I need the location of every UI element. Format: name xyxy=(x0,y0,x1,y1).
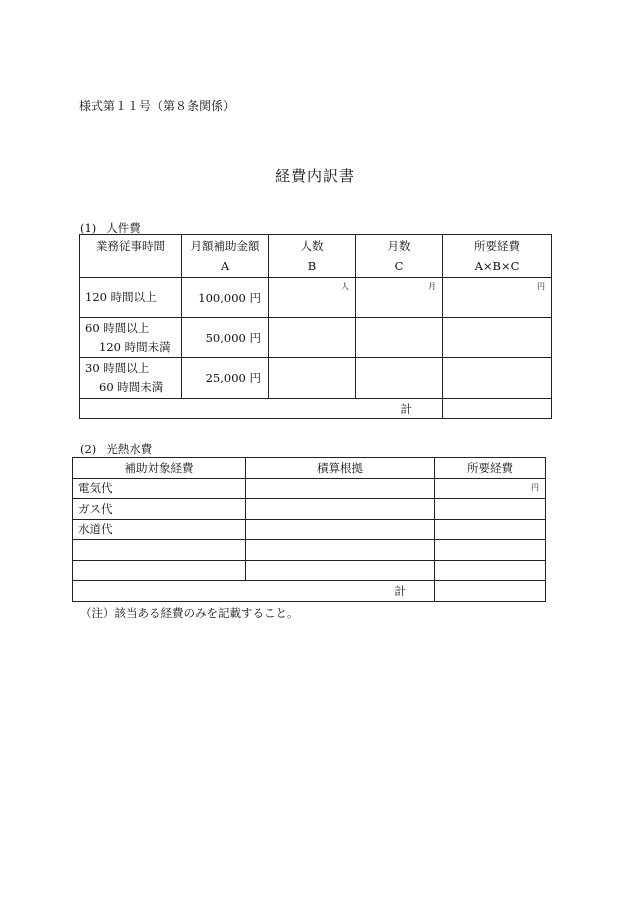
work-hours-line1: 60 時間以上 xyxy=(85,320,150,335)
header-label: 業務従事時間 xyxy=(96,239,165,253)
calculation-basis-cell[interactable] xyxy=(246,519,435,540)
header-sub: A xyxy=(220,259,230,273)
header-label: 月数 xyxy=(387,239,411,253)
table-row xyxy=(73,499,546,520)
headcount-cell[interactable]: 人 xyxy=(269,278,356,318)
section-number: (2) xyxy=(80,442,97,456)
header-months xyxy=(356,235,443,278)
headcount-cell[interactable] xyxy=(269,318,356,358)
expense-item-cell[interactable]: ガス代 xyxy=(73,499,246,520)
header-eligible-expense: 補助対象経費 xyxy=(73,458,246,479)
calculation-basis-cell[interactable] xyxy=(246,560,435,581)
table-row xyxy=(73,519,546,540)
total-cost-cell[interactable] xyxy=(435,581,546,602)
header-required-cost xyxy=(443,235,552,278)
monthly-amount-cell: 100,000 円 xyxy=(182,278,269,318)
required-cost-cell[interactable] xyxy=(443,318,552,358)
work-hours-cell xyxy=(80,358,182,399)
header-calculation-basis: 積算根拠 xyxy=(246,458,435,479)
expense-item-cell[interactable]: 電気代 xyxy=(73,478,246,499)
header-sub: C xyxy=(394,259,404,273)
table-header-row xyxy=(80,235,552,278)
header-label: 月額補助金額 xyxy=(190,239,260,253)
work-hours-cell xyxy=(80,278,182,318)
calculation-basis-cell[interactable] xyxy=(246,540,435,561)
expense-item-cell[interactable] xyxy=(73,560,246,581)
work-hours-line1: 30 時間以上 xyxy=(85,361,150,375)
expense-item-cell[interactable] xyxy=(73,540,246,561)
table-row xyxy=(73,560,546,581)
work-hours-cell xyxy=(80,318,182,358)
header-headcount xyxy=(269,235,356,278)
total-row xyxy=(73,581,546,602)
table-row xyxy=(80,278,552,318)
required-cost-cell[interactable] xyxy=(435,499,546,520)
table-header-row xyxy=(73,458,546,479)
header-label: 人数 xyxy=(300,239,324,253)
header-sub: B xyxy=(307,259,317,273)
required-cost-cell[interactable]: 円 xyxy=(435,478,546,499)
section-heading-utilities xyxy=(80,441,152,457)
monthly-amount-cell: 50,000 円 xyxy=(182,318,269,358)
table-row xyxy=(80,318,552,358)
table-row xyxy=(73,540,546,561)
section-number: (1) xyxy=(80,221,97,235)
header-work-hours xyxy=(80,235,182,278)
expense-item-cell[interactable]: 水道代 xyxy=(73,519,246,540)
calculation-basis-cell[interactable] xyxy=(246,499,435,520)
header-sub: A×B×C xyxy=(474,259,520,273)
document-title: 経費内訳書 xyxy=(274,167,355,185)
months-cell[interactable]: 月 xyxy=(356,278,443,318)
required-cost-cell[interactable] xyxy=(443,358,552,399)
total-label: 計 xyxy=(73,581,435,602)
table-row xyxy=(73,478,546,499)
table-row xyxy=(80,358,552,399)
work-hours-line2: 60 時間未満 xyxy=(99,380,164,394)
calculation-basis-cell[interactable] xyxy=(246,478,435,499)
utility-cost-table xyxy=(72,457,546,602)
months-cell[interactable] xyxy=(356,318,443,358)
months-cell[interactable] xyxy=(356,358,443,399)
headcount-cell[interactable] xyxy=(269,358,356,399)
required-cost-cell[interactable] xyxy=(435,519,546,540)
required-cost-cell[interactable] xyxy=(435,540,546,561)
section-label: 人件費 xyxy=(106,221,141,235)
section-label: 光熱水費 xyxy=(106,442,153,456)
footnote: （注）該当ある経費のみを記載すること。 xyxy=(80,606,299,620)
total-label: 計 xyxy=(80,399,443,419)
required-cost-cell[interactable] xyxy=(435,560,546,581)
header-monthly-amount xyxy=(182,235,269,278)
required-cost-cell[interactable]: 円 xyxy=(443,278,552,318)
work-hours-line2: 120 時間未満 xyxy=(99,339,171,354)
header-required-cost: 所要経費 xyxy=(435,458,546,479)
total-row xyxy=(80,399,552,419)
monthly-amount-cell: 25,000 円 xyxy=(182,358,269,399)
total-cost-cell[interactable] xyxy=(443,399,552,419)
header-sub xyxy=(80,256,181,276)
work-hours-line1: 120 時間以上 xyxy=(85,290,157,304)
personnel-cost-table xyxy=(79,234,552,419)
header-label: 所要経費 xyxy=(474,239,520,253)
form-number: 様式第１１号（第８条関係） xyxy=(79,99,236,113)
